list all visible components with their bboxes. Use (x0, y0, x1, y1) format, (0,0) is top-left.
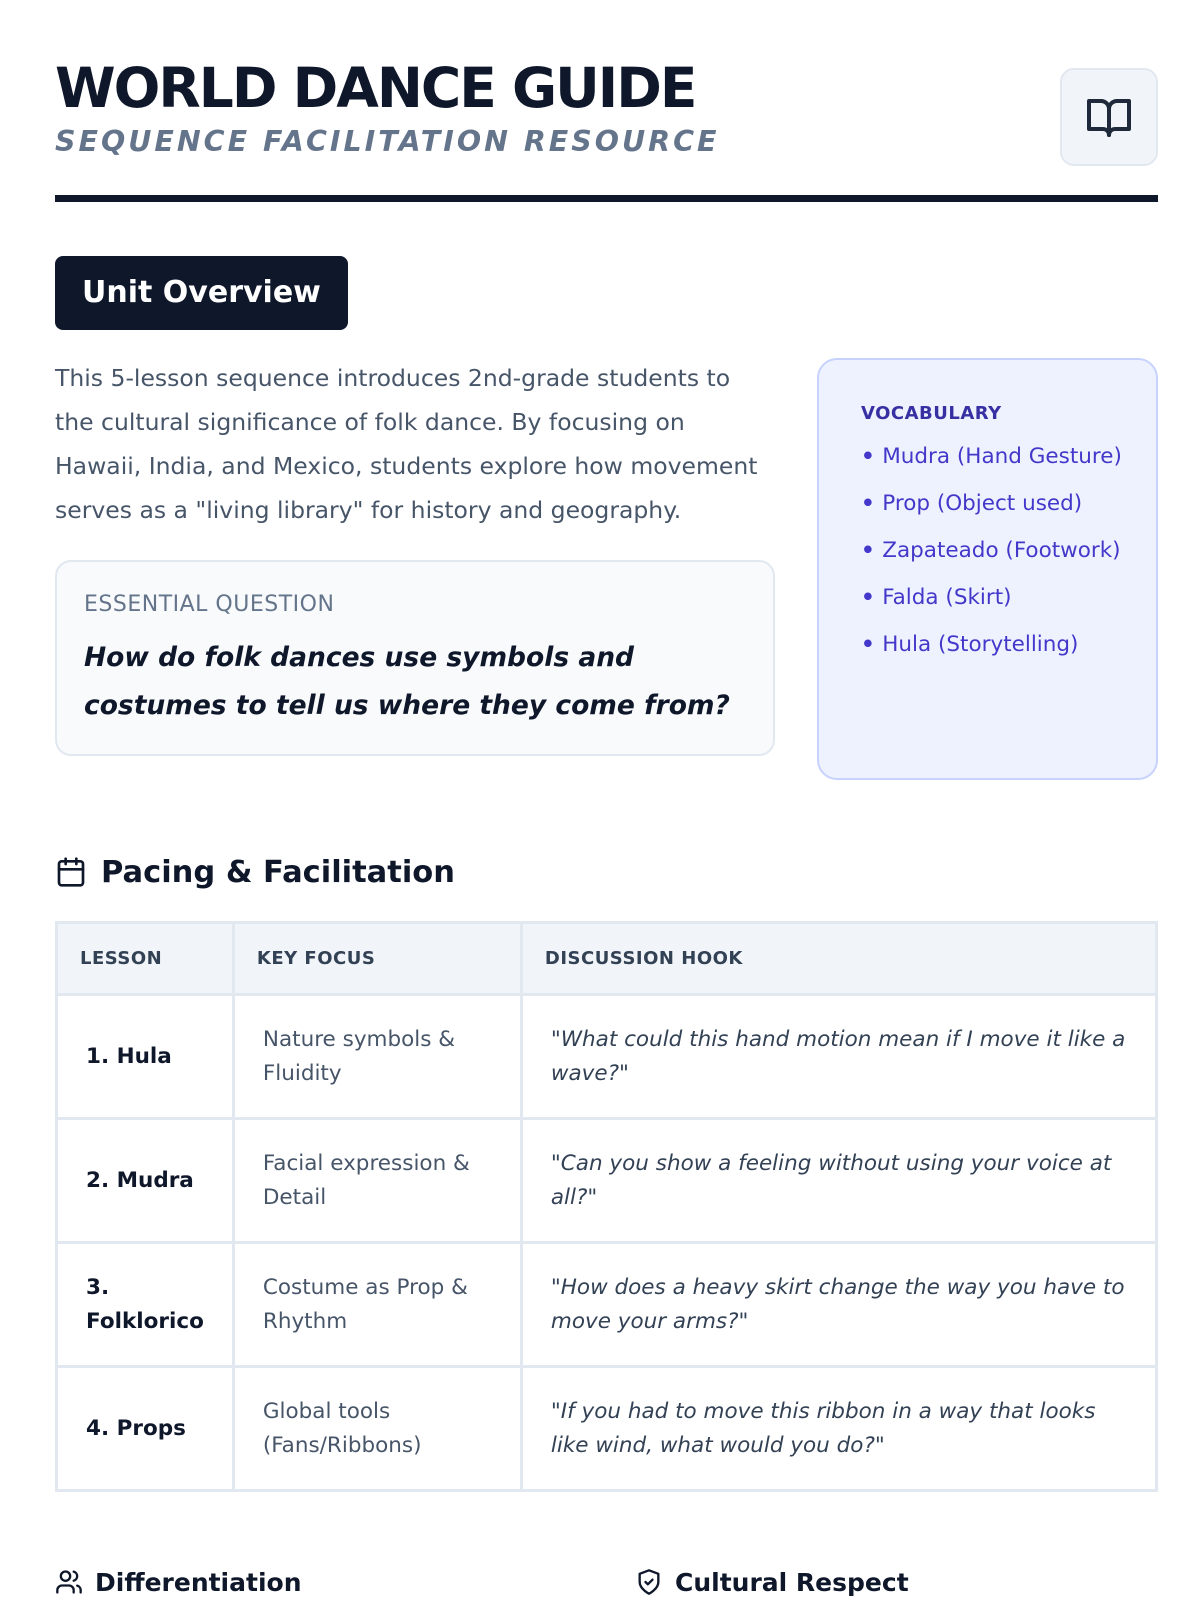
book-open-icon (1083, 93, 1135, 141)
pacing-heading (55, 852, 455, 892)
vocabulary-item: • Falda (Skirt) (861, 585, 1012, 610)
pacing-table (55, 921, 1158, 1492)
table-row (57, 1243, 1157, 1367)
pacing-title: Pacing & Facilitation (101, 854, 455, 890)
table-row (57, 1119, 1157, 1243)
page-subtitle: SEQUENCE FACILITATION RESOURCE (55, 125, 720, 158)
header-divider (55, 195, 1158, 202)
differentiation-heading (55, 1564, 302, 1600)
key-focus-cell: Global tools (Fans/Ribbons) (233, 1367, 521, 1491)
vocabulary-item: • Hula (Storytelling) (861, 632, 1079, 657)
table-row (57, 995, 1157, 1119)
guide-page (55, 0, 1158, 1600)
page-title: WORLD DANCE GUIDE (55, 56, 696, 120)
calendar-icon (55, 856, 87, 888)
vocabulary-item: • Mudra (Hand Gesture) (861, 444, 1122, 469)
intro-paragraph: This 5-lesson sequence introduces 2nd-grade students to the cultural significance of folk dance. By focusing on Hawaii, India, and Mexico, students explore how movement serves as a "living library" for history and geography. (55, 364, 758, 524)
book-button[interactable] (1060, 68, 1158, 166)
vocabulary-item: • Prop (Object used) (861, 491, 1083, 516)
lesson-cell: 1. Hula (57, 995, 234, 1119)
table-row (57, 1367, 1157, 1491)
vocabulary-item: • Zapateado (Footwork) (861, 538, 1121, 563)
vocabulary-card (817, 358, 1158, 780)
discussion-hook-cell: "How does a heavy skirt change the way you have to move your arms?" (521, 1243, 1156, 1367)
column-header-lesson: LESSON (57, 923, 234, 995)
users-icon (55, 1568, 83, 1596)
page-header (55, 58, 1158, 202)
lesson-cell: 4. Props (57, 1367, 234, 1491)
column-header-discussion-hook: DISCUSSION HOOK (521, 923, 1156, 995)
essential-question-card (55, 560, 775, 756)
column-header-key-focus: KEY FOCUS (233, 923, 521, 995)
discussion-hook-cell: "Can you show a feeling without using your voice at all?" (521, 1119, 1156, 1243)
cultural-respect-title: Cultural Respect (675, 1567, 909, 1597)
table-header-row (57, 923, 1157, 995)
shield-check-icon (635, 1568, 663, 1596)
discussion-hook-cell: "If you had to move this ribbon in a way that looks like wind, what would you do?" (521, 1367, 1156, 1491)
key-focus-cell: Nature symbols & Fluidity (233, 995, 521, 1119)
essential-question-text: How do folk dances use symbols and costumes to tell us where they come from? (84, 642, 730, 721)
key-focus-cell: Facial expression & Detail (233, 1119, 521, 1243)
discussion-hook-cell: "What could this hand motion mean if I move it like a wave?" (521, 995, 1156, 1119)
cultural-respect-heading (635, 1564, 909, 1600)
lesson-cell: 3. Folklorico (57, 1243, 234, 1367)
differentiation-title: Differentiation (95, 1567, 302, 1597)
essential-question-label: ESSENTIAL QUESTION (84, 592, 335, 617)
unit-overview-badge: Unit Overview (55, 256, 348, 330)
lesson-cell: 2. Mudra (57, 1119, 234, 1243)
key-focus-cell: Costume as Prop & Rhythm (233, 1243, 521, 1367)
vocabulary-label: VOCABULARY (861, 403, 1002, 424)
